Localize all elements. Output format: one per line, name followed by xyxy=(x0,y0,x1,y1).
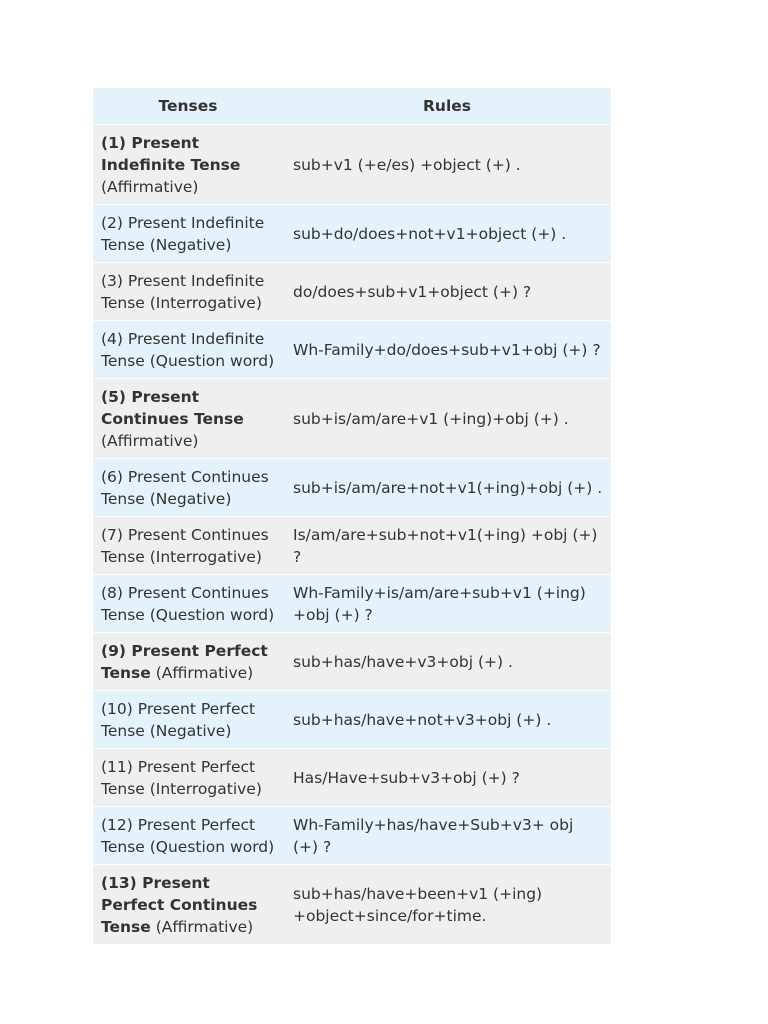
tense-label: (11) Present Perfect Tense (Interrogative) xyxy=(101,758,262,798)
tense-cell xyxy=(93,749,283,807)
table-row xyxy=(93,321,611,379)
rule-cell: sub+has/have+not+v3+obj (+) . xyxy=(283,691,611,749)
tense-cell xyxy=(93,263,283,321)
header-rules: Rules xyxy=(283,88,611,125)
header-tenses: Tenses xyxy=(93,88,283,125)
tense-cell xyxy=(93,517,283,575)
tense-label: (Affirmative) xyxy=(101,432,199,450)
tenses-rules-table xyxy=(93,88,611,945)
tense-label: (2) Present Indefinite Tense (Negative) xyxy=(101,214,265,254)
rule-cell: do/does+sub+v1+object (+) ? xyxy=(283,263,611,321)
table-row xyxy=(93,125,611,205)
tense-cell xyxy=(93,575,283,633)
tense-cell xyxy=(93,807,283,865)
table-row xyxy=(93,459,611,517)
tense-cell xyxy=(93,125,283,205)
table-row xyxy=(93,865,611,945)
tense-label: (6) Present Continues Tense (Negative) xyxy=(101,468,269,508)
tense-label: (12) Present Perfect Tense (Question word) xyxy=(101,816,275,856)
rule-cell: sub+has/have+been+v1 (+ing) +object+since/for+time. xyxy=(283,865,611,945)
rule-cell: sub+is/am/are+not+v1(+ing)+obj (+) . xyxy=(283,459,611,517)
tense-label: (7) Present Continues Tense (Interrogative) xyxy=(101,526,269,566)
tense-bold-label: (13) Present Perfect Continues Tense xyxy=(101,874,258,936)
rule-cell: Wh-Family+has/have+Sub+v3+ obj (+) ? xyxy=(283,807,611,865)
table-row xyxy=(93,691,611,749)
tense-cell xyxy=(93,633,283,691)
table-body xyxy=(93,125,611,945)
tense-label: (8) Present Continues Tense (Question word) xyxy=(101,584,275,624)
tense-label: (Affirmative) xyxy=(150,664,254,682)
tense-cell xyxy=(93,205,283,263)
rule-cell: Wh-Family+is/am/are+sub+v1 (+ing) +obj (+) ? xyxy=(283,575,611,633)
tense-cell xyxy=(93,459,283,517)
table-row xyxy=(93,379,611,459)
tense-cell xyxy=(93,321,283,379)
rule-cell: sub+has/have+v3+obj (+) . xyxy=(283,633,611,691)
tense-label: (4) Present Indefinite Tense (Question word) xyxy=(101,330,275,370)
tense-bold-label: (9) Present Perfect Tense xyxy=(101,642,268,682)
table-row xyxy=(93,633,611,691)
rule-cell: Is/am/are+sub+not+v1(+ing) +obj (+) ? xyxy=(283,517,611,575)
tense-cell xyxy=(93,865,283,945)
table-row xyxy=(93,749,611,807)
rule-cell: sub+v1 (+e/es) +object (+) . xyxy=(283,125,611,205)
table-row xyxy=(93,517,611,575)
tense-bold-label: (1) Present Indefinite Tense xyxy=(101,134,241,174)
rule-cell: sub+is/am/are+v1 (+ing)+obj (+) . xyxy=(283,379,611,459)
rule-cell: sub+do/does+not+v1+object (+) . xyxy=(283,205,611,263)
tense-label: (Affirmative) xyxy=(150,918,254,936)
rule-cell: Has/Have+sub+v3+obj (+) ? xyxy=(283,749,611,807)
tense-label: (10) Present Perfect Tense (Negative) xyxy=(101,700,256,740)
tense-label: (Affirmative) xyxy=(101,178,199,196)
table-header-row xyxy=(93,88,611,125)
table-row xyxy=(93,205,611,263)
table-row xyxy=(93,263,611,321)
tense-cell xyxy=(93,691,283,749)
table-row xyxy=(93,575,611,633)
tense-label: (3) Present Indefinite Tense (Interrogative) xyxy=(101,272,265,312)
tense-bold-label: (5) Present Continues Tense xyxy=(101,388,244,428)
table-row xyxy=(93,807,611,865)
rule-cell: Wh-Family+do/does+sub+v1+obj (+) ? xyxy=(283,321,611,379)
tense-cell xyxy=(93,379,283,459)
